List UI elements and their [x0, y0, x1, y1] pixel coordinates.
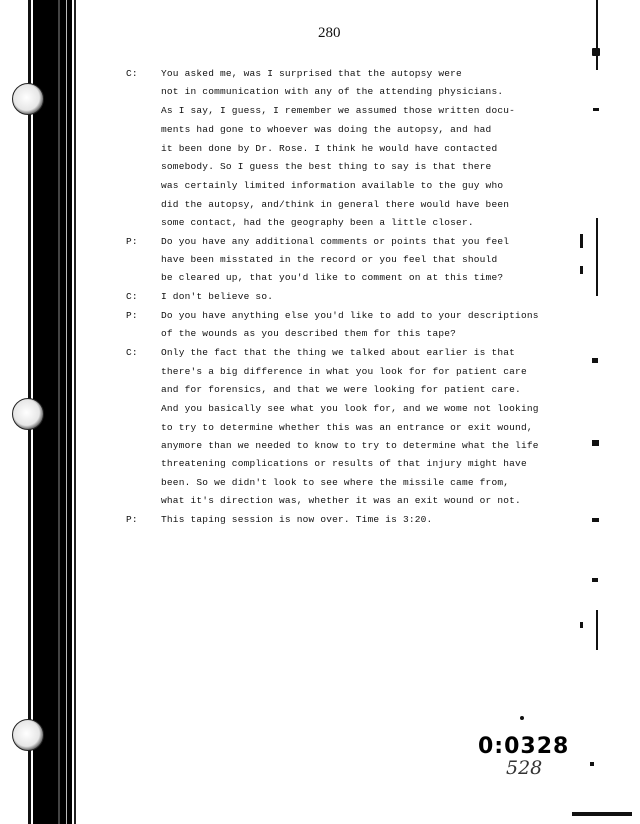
transcript-line: of the wounds as you described them for this tape? [161, 328, 457, 339]
transcript-line: was certainly limited information available to the guy who [161, 180, 504, 191]
margin-scan-mark [580, 234, 583, 248]
transcript-line: have been misstated in the record or you feel that should [161, 254, 498, 265]
transcript-line: Only the fact that the thing we talked about earlier is that [161, 347, 516, 358]
transcript-line: it been done by Dr. Rose. I think he would have contacted [161, 143, 498, 154]
transcript-line: and for forensics, and that we were looking for patient care. [161, 384, 521, 395]
margin-scan-mark [580, 622, 583, 628]
speaker-label: P: [126, 236, 138, 247]
transcript-line: somebody. So I guess the best thing to say is that there [161, 161, 492, 172]
transcript-line: ments had gone to whoever was doing the autopsy, and had [161, 124, 492, 135]
margin-scan-mark [580, 266, 583, 274]
transcript-line: This taping session is now over. Time is 3:20. [161, 514, 433, 525]
margin-scan-mark [596, 0, 598, 70]
punch-hole-middle [12, 398, 44, 430]
margin-scan-mark [596, 218, 598, 296]
margin-scan-mark [592, 358, 598, 363]
margin-scan-mark [592, 48, 600, 56]
margin-scan-mark [520, 716, 524, 720]
transcript-line: anymore than we needed to know to try to determine what the life [161, 440, 539, 451]
speaker-label: P: [126, 310, 138, 321]
punch-hole-bottom [12, 719, 44, 751]
margin-scan-mark [592, 578, 598, 582]
speaker-label: P: [126, 514, 138, 525]
transcript-line: As I say, I guess, I remember we assumed those written docu- [161, 105, 516, 116]
margin-scan-mark [592, 440, 599, 446]
transcript-line: be cleared up, that you'd like to comment on at this time? [161, 272, 504, 283]
speaker-label: C: [126, 291, 138, 302]
punch-hole-top [12, 83, 44, 115]
transcript-line: been. So we didn't look to see where the missile came from, [161, 477, 510, 488]
transcript-line: I don't believe so. [161, 291, 274, 302]
transcript-line: what it's direction was, whether it was an exit wound or not. [161, 495, 521, 506]
transcript-line: Do you have any additional comments or points that you feel [161, 236, 510, 247]
margin-scan-mark [592, 518, 599, 522]
transcript-line: to try to determine whether this was an entrance or exit wound, [161, 422, 533, 433]
margin-scan-mark [593, 108, 599, 111]
document-stamp-number: 0:0328 [478, 734, 570, 759]
handwritten-page-number: 528 [506, 757, 543, 779]
margin-scan-mark [596, 610, 598, 650]
speaker-label: C: [126, 347, 138, 358]
page-number: 280 [318, 25, 341, 41]
transcript-line: some contact, had the geography been a little closer. [161, 217, 474, 228]
transcript-line: Do you have anything else you'd like to add to your descriptions [161, 310, 539, 321]
transcript-line: there's a big difference in what you look for for patient care [161, 366, 527, 377]
transcript-line: not in communication with any of the attending physicians. [161, 86, 504, 97]
transcript-line: threatening complications or results of that injury might have [161, 458, 527, 469]
transcript-line: And you basically see what you look for, and we wome not looking [161, 403, 539, 414]
transcript-line: did the autopsy, and/think in general there would have been [161, 199, 510, 210]
margin-scan-mark [572, 812, 632, 816]
margin-scan-mark [590, 762, 594, 766]
speaker-label: C: [126, 68, 138, 79]
transcript-line: You asked me, was I surprised that the autopsy were [161, 68, 462, 79]
